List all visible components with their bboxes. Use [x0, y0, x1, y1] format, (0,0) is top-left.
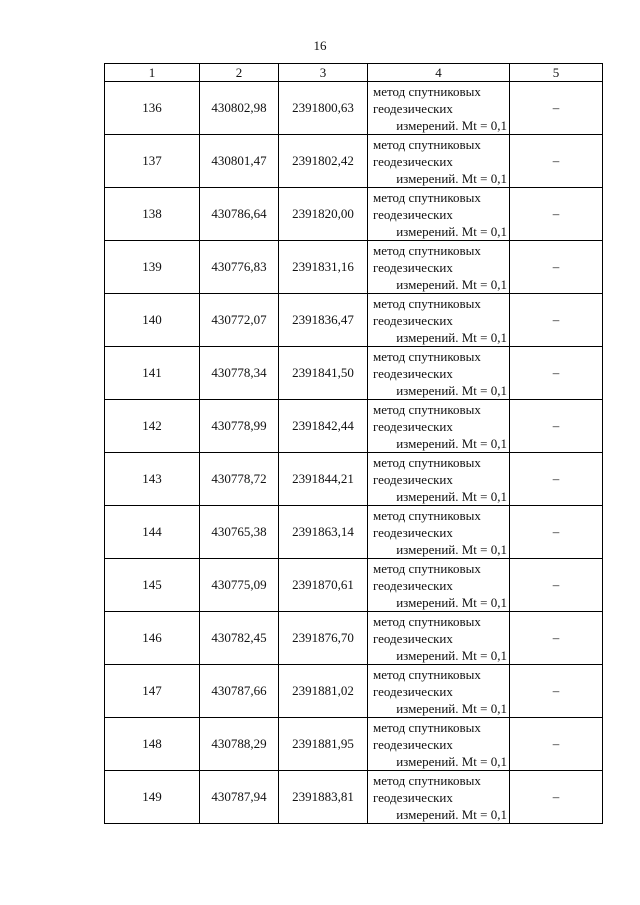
- method-line: метод спутниковых: [373, 507, 481, 523]
- y-coordinate-cell: 2391863,14: [279, 506, 368, 559]
- table-row: [105, 612, 603, 665]
- method-line: измерений. Mt = 0,1: [396, 806, 507, 822]
- method-cell: [368, 82, 510, 135]
- method-line: измерений. Mt = 0,1: [396, 170, 507, 186]
- method-line: метод спутниковых: [373, 560, 481, 576]
- point-number-cell: 138: [105, 188, 200, 241]
- y-coordinate-cell: 2391870,61: [279, 559, 368, 612]
- method-line: геодезических: [373, 577, 453, 593]
- method-line: геодезических: [373, 630, 453, 646]
- header-row: [105, 64, 603, 82]
- method-cell: [368, 188, 510, 241]
- table-row: [105, 82, 603, 135]
- column-header-4: 4: [368, 64, 510, 82]
- method-line: измерений. Mt = 0,1: [396, 435, 507, 451]
- method-line: геодезических: [373, 789, 453, 805]
- point-number-cell: 143: [105, 453, 200, 506]
- method-line: геодезических: [373, 471, 453, 487]
- x-coordinate-cell: 430788,29: [200, 718, 279, 771]
- method-line: геодезических: [373, 736, 453, 752]
- method-cell: [368, 453, 510, 506]
- table-row: [105, 294, 603, 347]
- x-coordinate-cell: 430801,47: [200, 135, 279, 188]
- method-line: измерений. Mt = 0,1: [396, 276, 507, 292]
- x-coordinate-cell: 430765,38: [200, 506, 279, 559]
- table-row: [105, 135, 603, 188]
- table-row: [105, 241, 603, 294]
- method-line: измерений. Mt = 0,1: [396, 117, 507, 133]
- method-line: измерений. Mt = 0,1: [396, 329, 507, 345]
- method-cell: [368, 771, 510, 824]
- page-number: 16: [313, 38, 327, 53]
- x-coordinate-cell: 430782,45: [200, 612, 279, 665]
- method-line: измерений. Mt = 0,1: [396, 382, 507, 398]
- method-line: метод спутниковых: [373, 454, 481, 470]
- table-row: [105, 188, 603, 241]
- method-line: метод спутниковых: [373, 83, 481, 99]
- y-coordinate-cell: 2391820,00: [279, 188, 368, 241]
- x-coordinate-cell: 430787,66: [200, 665, 279, 718]
- point-number-cell: 136: [105, 82, 200, 135]
- x-coordinate-cell: 430802,98: [200, 82, 279, 135]
- method-line: измерений. Mt = 0,1: [396, 594, 507, 610]
- coordinates-table: [104, 63, 603, 824]
- point-number-cell: 141: [105, 347, 200, 400]
- method-line: измерений. Mt = 0,1: [396, 488, 507, 504]
- method-cell: [368, 559, 510, 612]
- method-line: метод спутниковых: [373, 666, 481, 682]
- y-coordinate-cell: 2391802,42: [279, 135, 368, 188]
- note-cell: –: [510, 771, 603, 824]
- method-line: измерений. Mt = 0,1: [396, 223, 507, 239]
- table-row: [105, 665, 603, 718]
- method-cell: [368, 400, 510, 453]
- y-coordinate-cell: 2391883,81: [279, 771, 368, 824]
- note-cell: –: [510, 294, 603, 347]
- column-header-5: 5: [510, 64, 603, 82]
- method-cell: [368, 665, 510, 718]
- note-cell: –: [510, 718, 603, 771]
- table-row: [105, 506, 603, 559]
- note-cell: –: [510, 612, 603, 665]
- method-line: метод спутниковых: [373, 295, 481, 311]
- method-line: геодезических: [373, 206, 453, 222]
- y-coordinate-cell: 2391876,70: [279, 612, 368, 665]
- y-coordinate-cell: 2391844,21: [279, 453, 368, 506]
- column-header-3: 3: [279, 64, 368, 82]
- note-cell: –: [510, 400, 603, 453]
- column-header-1: 1: [105, 64, 200, 82]
- method-cell: [368, 347, 510, 400]
- note-cell: –: [510, 347, 603, 400]
- y-coordinate-cell: 2391842,44: [279, 400, 368, 453]
- column-header-2: 2: [200, 64, 279, 82]
- point-number-cell: 145: [105, 559, 200, 612]
- method-line: метод спутниковых: [373, 136, 481, 152]
- y-coordinate-cell: 2391881,95: [279, 718, 368, 771]
- method-line: измерений. Mt = 0,1: [396, 753, 507, 769]
- method-line: метод спутниковых: [373, 772, 481, 788]
- y-coordinate-cell: 2391881,02: [279, 665, 368, 718]
- point-number-cell: 139: [105, 241, 200, 294]
- y-coordinate-cell: 2391831,16: [279, 241, 368, 294]
- table-row: [105, 453, 603, 506]
- point-number-cell: 147: [105, 665, 200, 718]
- x-coordinate-cell: 430786,64: [200, 188, 279, 241]
- method-line: измерений. Mt = 0,1: [396, 700, 507, 716]
- x-coordinate-cell: 430778,99: [200, 400, 279, 453]
- x-coordinate-cell: 430787,94: [200, 771, 279, 824]
- x-coordinate-cell: 430778,72: [200, 453, 279, 506]
- method-cell: [368, 294, 510, 347]
- table-row: [105, 559, 603, 612]
- x-coordinate-cell: 430778,34: [200, 347, 279, 400]
- method-line: метод спутниковых: [373, 189, 481, 205]
- note-cell: –: [510, 665, 603, 718]
- note-cell: –: [510, 453, 603, 506]
- point-number-cell: 137: [105, 135, 200, 188]
- point-number-cell: 146: [105, 612, 200, 665]
- note-cell: –: [510, 135, 603, 188]
- point-number-cell: 149: [105, 771, 200, 824]
- table-row: [105, 400, 603, 453]
- method-cell: [368, 241, 510, 294]
- method-line: метод спутниковых: [373, 242, 481, 258]
- method-line: геодезических: [373, 524, 453, 540]
- method-cell: [368, 135, 510, 188]
- note-cell: –: [510, 241, 603, 294]
- method-cell: [368, 506, 510, 559]
- method-line: геодезических: [373, 683, 453, 699]
- point-number-cell: 142: [105, 400, 200, 453]
- x-coordinate-cell: 430775,09: [200, 559, 279, 612]
- x-coordinate-cell: 430772,07: [200, 294, 279, 347]
- method-line: измерений. Mt = 0,1: [396, 541, 507, 557]
- x-coordinate-cell: 430776,83: [200, 241, 279, 294]
- method-line: геодезических: [373, 365, 453, 381]
- method-line: метод спутниковых: [373, 348, 481, 364]
- method-line: метод спутниковых: [373, 613, 481, 629]
- method-cell: [368, 718, 510, 771]
- note-cell: –: [510, 188, 603, 241]
- method-line: метод спутниковых: [373, 719, 481, 735]
- point-number-cell: 144: [105, 506, 200, 559]
- y-coordinate-cell: 2391836,47: [279, 294, 368, 347]
- table-body: [105, 82, 603, 824]
- method-line: метод спутниковых: [373, 401, 481, 417]
- note-cell: –: [510, 559, 603, 612]
- method-line: геодезических: [373, 418, 453, 434]
- table-row: [105, 347, 603, 400]
- note-cell: –: [510, 82, 603, 135]
- method-line: геодезических: [373, 259, 453, 275]
- method-line: измерений. Mt = 0,1: [396, 647, 507, 663]
- table-row: [105, 718, 603, 771]
- method-line: геодезических: [373, 100, 453, 116]
- point-number-cell: 148: [105, 718, 200, 771]
- method-line: геодезических: [373, 312, 453, 328]
- method-cell: [368, 612, 510, 665]
- point-number-cell: 140: [105, 294, 200, 347]
- table-row: [105, 771, 603, 824]
- method-line: геодезических: [373, 153, 453, 169]
- note-cell: –: [510, 506, 603, 559]
- y-coordinate-cell: 2391800,63: [279, 82, 368, 135]
- y-coordinate-cell: 2391841,50: [279, 347, 368, 400]
